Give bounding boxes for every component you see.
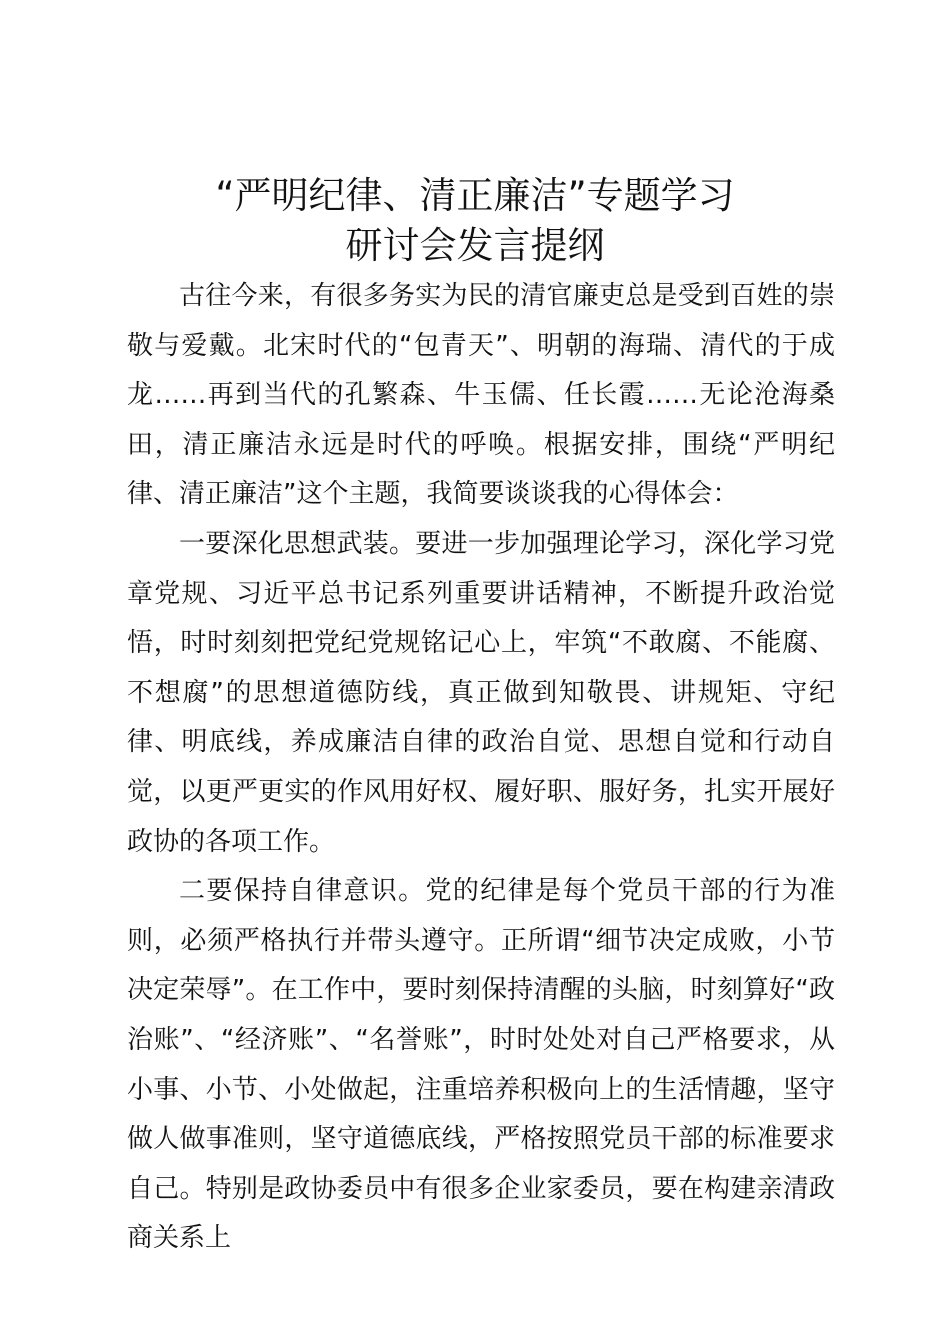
paragraph-point-2: 二要保持自律意识。党的纪律是每个党员干部的行为准则，必须严格执行并带头遵守。正所谓“细节决定成败，小节决定荣辱”。在工作中，要时刻保持清醒的头脑，时刻算好“政治账”、“经济账”、“名誉账”，时时处处对自己严格要求，从小事、小节、小处做起，注重培养积极向上的生活情趣，坚守做人做事准则，坚守道德底线，严格按照党员干部的标准要求自己。特别是政协委员中有很多企业家委员，要在构建亲清政商关系上 [127, 876, 835, 1254]
paragraph-intro: 古往今来，有很多务实为民的清官廉吏总是受到百姓的崇敬与爱戴。北宋时代的“包青天”、明朝的海瑞、清代的于成龙……再到当代的孔繁森、牛玉儒、任长霞……无论沧海桑田，清正廉洁永远是时代的呼唤。根据安排，围绕“严明纪律、清正廉洁”这个主题，我简要谈谈我的心得体会： [127, 281, 835, 510]
document-title-line-2: 研讨会发言提纲 [345, 224, 605, 267]
paragraph-point-1: 一要深化思想武装。要进一步加强理论学习，深化学习党章党规、习近平总书记系列重要讲话精神，不断提升政治觉悟，时时刻刻把党纪党规铭记心上，牢筑“不敢腐、不能腐、不想腐”的思想道德防线，真正做到知敬畏、讲规矩、守纪律、明底线，养成廉洁自律的政治自觉、思想自觉和行动自觉，以更严更实的作风用好权、履好职、服好务，扎实开展好政协的各项工作。 [127, 528, 835, 857]
document-title-line-1: “严明纪律、清正廉洁”专题学习 [215, 174, 735, 217]
document-body [127, 272, 835, 1264]
